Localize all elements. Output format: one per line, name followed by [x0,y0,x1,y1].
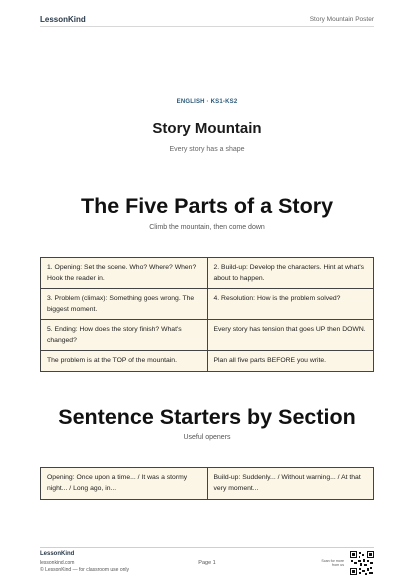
subject-label: ENGLISH · KS1-KS2 [176,99,238,105]
grid-cell: Opening: Once upon a time... / It was a stormy night... / Long ago, in... [41,468,208,500]
footer-divider [40,547,374,548]
brand-logo-text: LessonKind [40,15,86,24]
grid-cell: 2. Build-up: Develop the characters. Hint at what's about to happen. [208,258,375,289]
section-subheading-parts: Climb the mountain, then come down [149,224,265,231]
page-number: Page 1 [198,560,216,566]
poster-title: Story Mountain [152,120,262,137]
grid-cell: 3. Problem (climax): Something goes wrong. The biggest moment. [41,289,208,320]
footer-website: lessonkind.com [40,560,75,566]
parts-grid [40,257,374,372]
page-header [0,0,414,36]
section-subheading-starters: Useful openers [183,434,231,441]
document-label: Story Mountain Poster [309,16,374,23]
footer-copyright: © LessonKind — for classroom use only [40,567,130,573]
footer-brand: LessonKind [40,551,75,557]
grid-cell: Every story has tension that goes UP then DOWN. [208,320,375,351]
grid-cell: The problem is at the TOP of the mountain. [41,351,208,372]
grid-cell: Plan all five parts BEFORE you write. [208,351,375,372]
section-heading-starters: Sentence Starters by Section [58,405,356,429]
grid-cell: Build-up: Suddenly... / Without warning... / At that very moment... [208,468,375,500]
qr-caption: Scan for more from us [321,559,344,568]
header-divider [40,26,374,27]
poster-tagline: Every story has a shape [169,146,245,153]
grid-cell: 4. Resolution: How is the problem solved? [208,289,375,320]
section-heading-parts: The Five Parts of a Story [80,194,334,218]
grid-cell: 1. Opening: Set the scene. Who? Where? When? Hook the reader in. [41,258,208,289]
grid-cell: 5. Ending: How does the story finish? What's changed? [41,320,208,351]
qr-code-icon[interactable] [350,551,374,575]
starters-grid [40,467,374,500]
